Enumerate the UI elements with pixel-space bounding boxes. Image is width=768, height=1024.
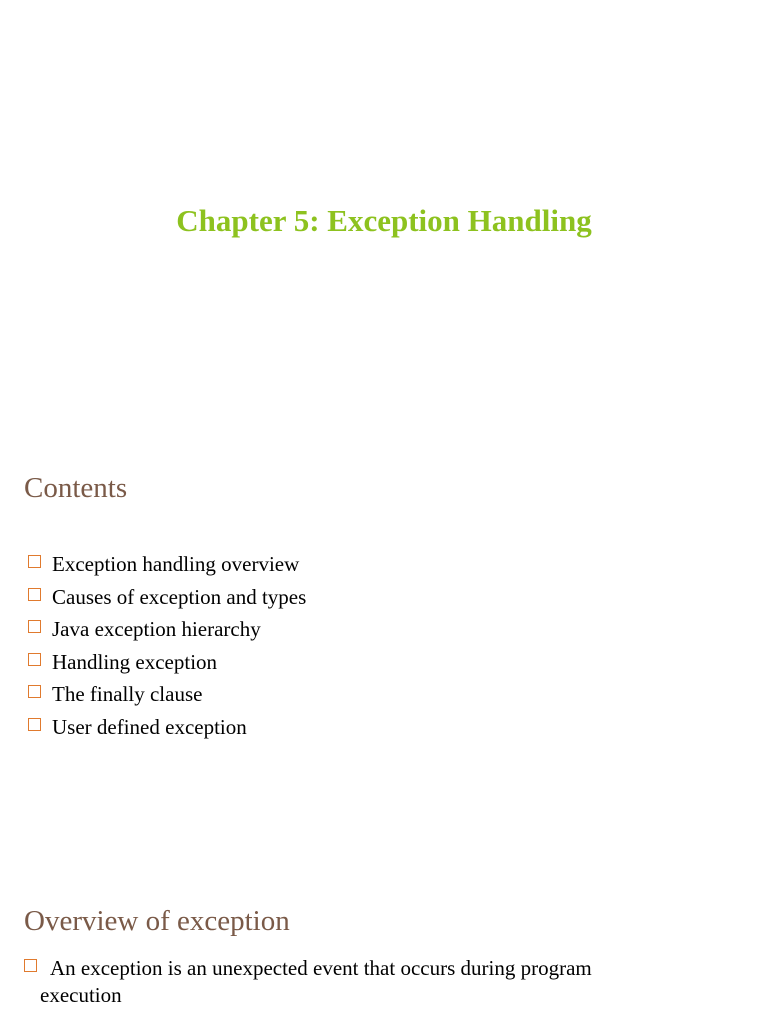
list-item-label-continuation: execution — [40, 983, 122, 1007]
list-item-label: Causes of exception and types — [52, 584, 307, 609]
list-item-label: User defined exception — [52, 714, 247, 739]
checkbox-square-icon — [28, 555, 41, 568]
list-item — [24, 955, 724, 1009]
list-item-label: Handling exception — [52, 649, 218, 674]
checkbox-square-icon — [28, 620, 41, 633]
contents-heading: Contents — [24, 472, 128, 504]
list-item — [28, 581, 306, 614]
chapter-title: Chapter 5: Exception Handling — [176, 203, 592, 238]
list-item — [28, 711, 306, 744]
checkbox-square-icon — [28, 588, 41, 601]
list-item — [28, 678, 306, 711]
list-item-label: The finally clause — [52, 682, 203, 707]
checkbox-square-icon — [24, 959, 37, 972]
overview-list — [24, 955, 724, 1009]
checkbox-square-icon — [28, 653, 41, 666]
list-item — [28, 613, 306, 646]
list-item — [28, 646, 306, 679]
list-item — [28, 548, 306, 581]
contents-list — [28, 548, 306, 744]
list-item-label: Java exception hierarchy — [52, 617, 261, 642]
list-item-label: Exception handling overview — [52, 552, 300, 576]
overview-heading: Overview of exception — [24, 905, 290, 937]
checkbox-square-icon — [28, 685, 41, 698]
checkbox-square-icon — [28, 718, 41, 731]
list-item-label: An exception is an unexpected event that occurs during program — [50, 956, 592, 980]
